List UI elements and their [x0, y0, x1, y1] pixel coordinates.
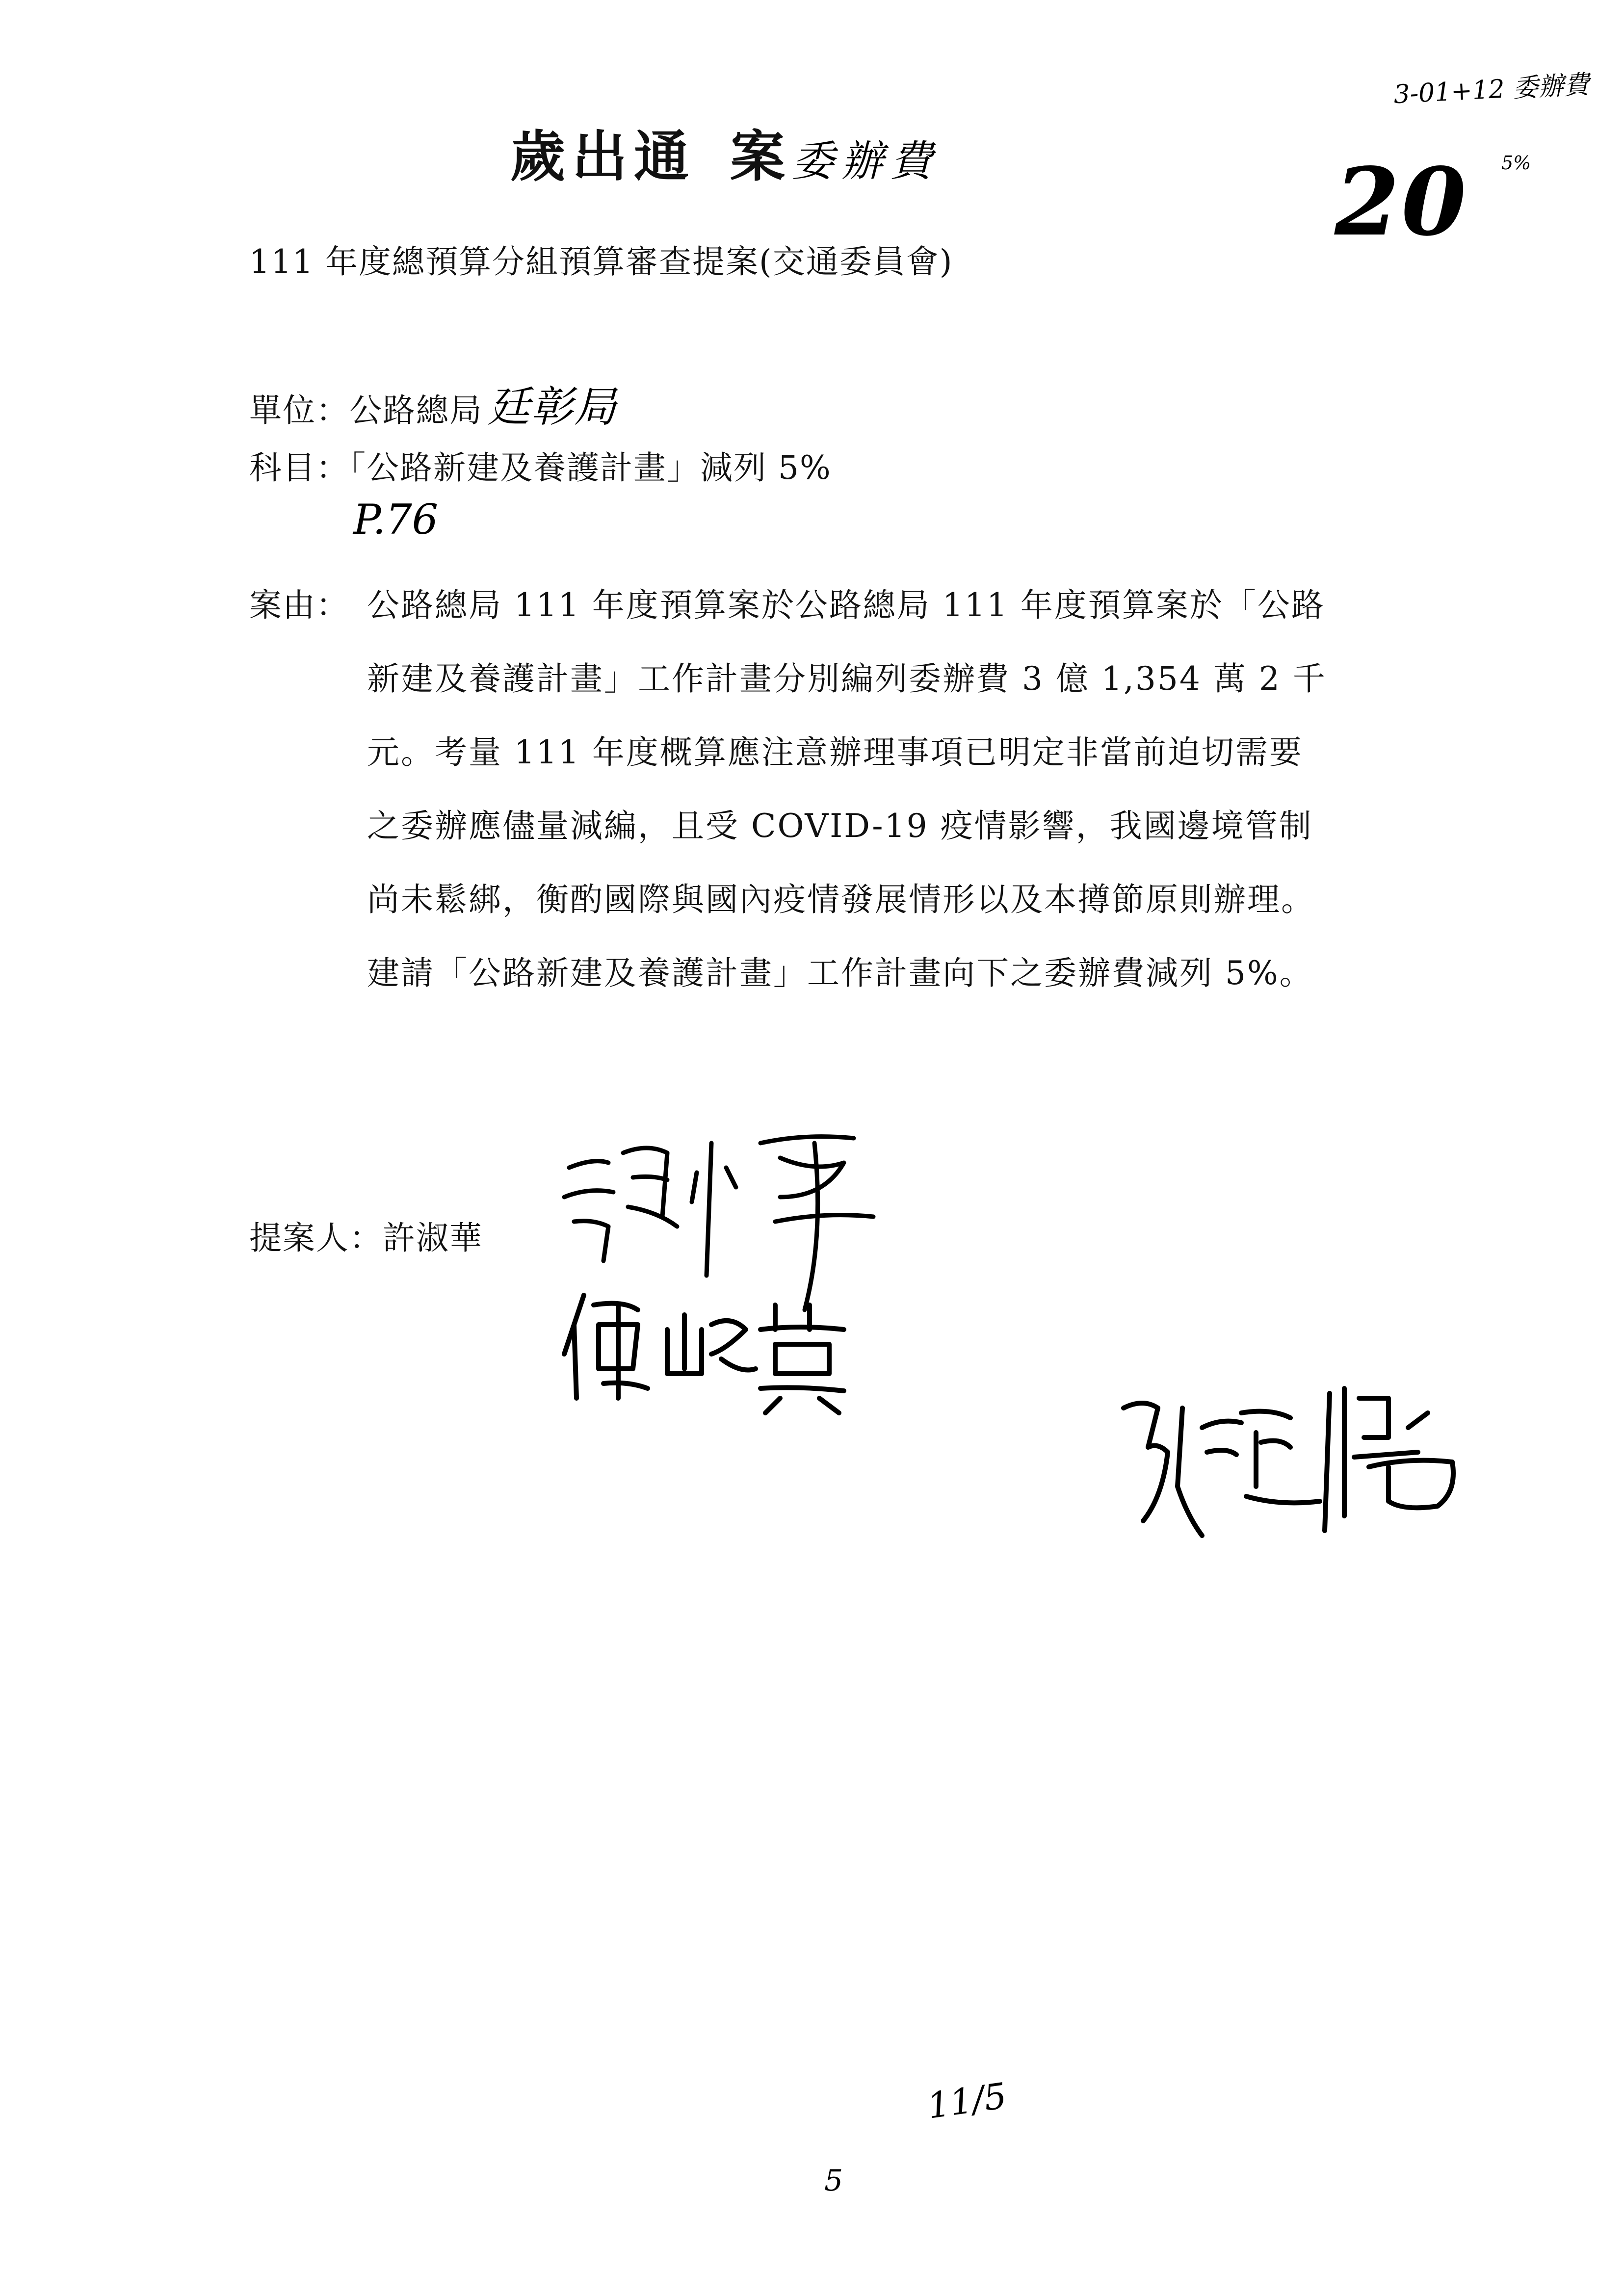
reason-line: 尚未鬆綁，衡酌國際與國內疫情發展情形以及本撙節原則辦理。	[367, 881, 1315, 918]
subject-label: 科目：	[249, 449, 349, 487]
stamp-title	[510, 113, 939, 192]
signature-2	[554, 1276, 859, 1408]
reason-line: 之委辦應儘量減編，且受 COVID-19 疫情影響，我國邊境管制	[367, 807, 1313, 845]
big-number-annotation: 20	[1335, 147, 1468, 257]
top-right-note: 3-01+12 委辦費	[1392, 70, 1590, 110]
reason-line: 公路總局 111 年度預算案於公路總局 111 年度預算案於「公路	[367, 586, 1325, 624]
bottom-mark: 5	[824, 2164, 843, 2198]
reason-line: 元。考量 111 年度概算應注意辦理事項已明定非當前迫切需要	[367, 733, 1303, 771]
proposer-name: 許淑華	[383, 1219, 483, 1257]
reason-line: 新建及養護計畫」工作計畫分別編列委辦費 3 億 1,354 萬 2 千	[367, 660, 1327, 698]
stamp-title-left: 歲出通	[510, 125, 696, 189]
stamp-title-handwritten: 委辦費	[792, 137, 939, 186]
stamp-title-right: 案	[730, 125, 792, 189]
unit-value: 公路總局	[349, 391, 483, 429]
reason-label: 案由：	[249, 586, 349, 624]
subject-row	[249, 442, 832, 488]
document-subtitle: 111 年度總預算分組預算審查提案(交通委員會)	[249, 243, 953, 281]
unit-row	[249, 373, 617, 434]
subject-value: 「公路新建及養護計畫」減列 5%	[349, 449, 832, 487]
unit-handwritten: 廷彰局	[488, 383, 617, 432]
proposer-row	[249, 1212, 483, 1258]
signature-3	[1114, 1369, 1487, 1555]
proposer-label: 提案人：	[249, 1219, 383, 1257]
percent-annotation: 5%	[1501, 152, 1531, 174]
page-reference: P.76	[353, 496, 439, 544]
bottom-date-note: 11/5	[924, 2075, 1009, 2127]
unit-label: 單位：	[249, 391, 349, 429]
reason-line: 建請「公路新建及養護計畫」工作計畫向下之委辦費減列 5%。	[367, 954, 1313, 992]
